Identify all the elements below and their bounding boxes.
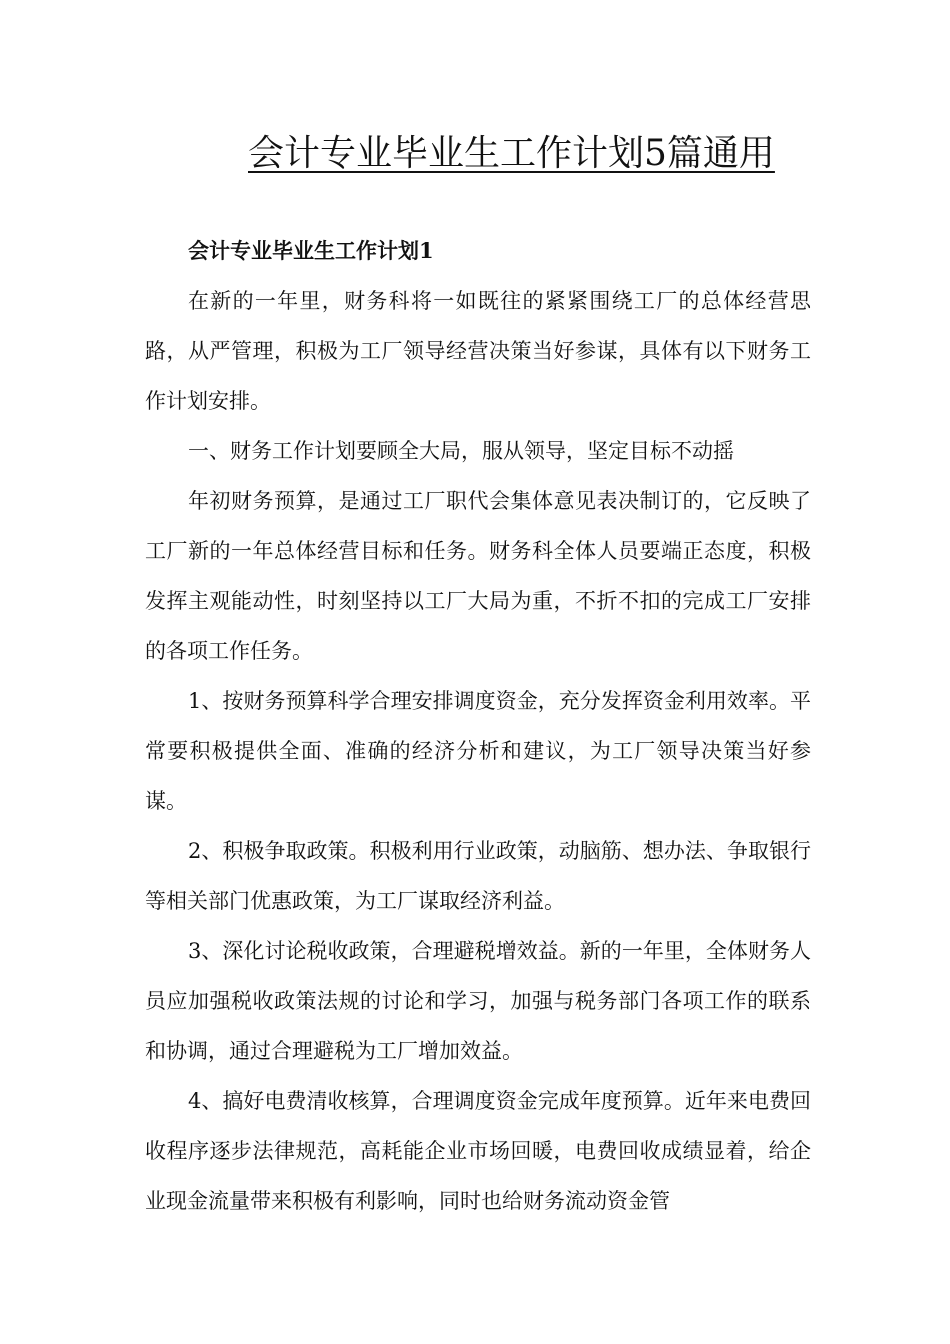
document-title: 会计专业毕业生工作计划5篇通用 bbox=[248, 133, 775, 174]
paragraph: 一、财务工作计划要顾全大局，服从领导，坚定目标不动摇 bbox=[188, 439, 734, 463]
paragraph: 4、搞好电费清收核算，合理调度资金完成年度预算。近年来电费回收程序逐步法律规范，高耗能企业市场回暖，电费回收成绩显着，给企业现金流量带来积极有利影响，同时也给财务流动资金管 bbox=[145, 1089, 811, 1213]
paragraph: 3、深化讨论税收政策，合理避税增效益。新的一年里，全体财务人员应加强税收政策法规的讨论和学习，加强与税务部门各项工作的联系和协调，通过合理避税为工厂增加效益。 bbox=[145, 939, 811, 1063]
document-body bbox=[145, 226, 811, 1226]
section-heading: 会计专业毕业生工作计划1 bbox=[188, 238, 434, 263]
paragraph: 1、按财务预算科学合理安排调度资金，充分发挥资金利用效率。平常要积极提供全面、准确的经济分析和建议，为工厂领导决策当好参谋。 bbox=[145, 689, 811, 813]
paragraph: 在新的一年里，财务科将一如既往的紧紧围绕工厂的总体经营思路，从严管理，积极为工厂领导经营决策当好参谋，具体有以下财务工作计划安排。 bbox=[145, 289, 811, 413]
paragraph: 年初财务预算，是通过工厂职代会集体意见表决制订的，它反映了工厂新的一年总体经营目标和任务。财务科全体人员要端正态度，积极发挥主观能动性，时刻坚持以工厂大局为重，不折不扣的完成工厂安排的各项工作任务。 bbox=[145, 489, 811, 663]
paragraph: 2、积极争取政策。积极利用行业政策，动脑筋、想办法、争取银行等相关部门优惠政策，为工厂谋取经济利益。 bbox=[145, 839, 811, 913]
